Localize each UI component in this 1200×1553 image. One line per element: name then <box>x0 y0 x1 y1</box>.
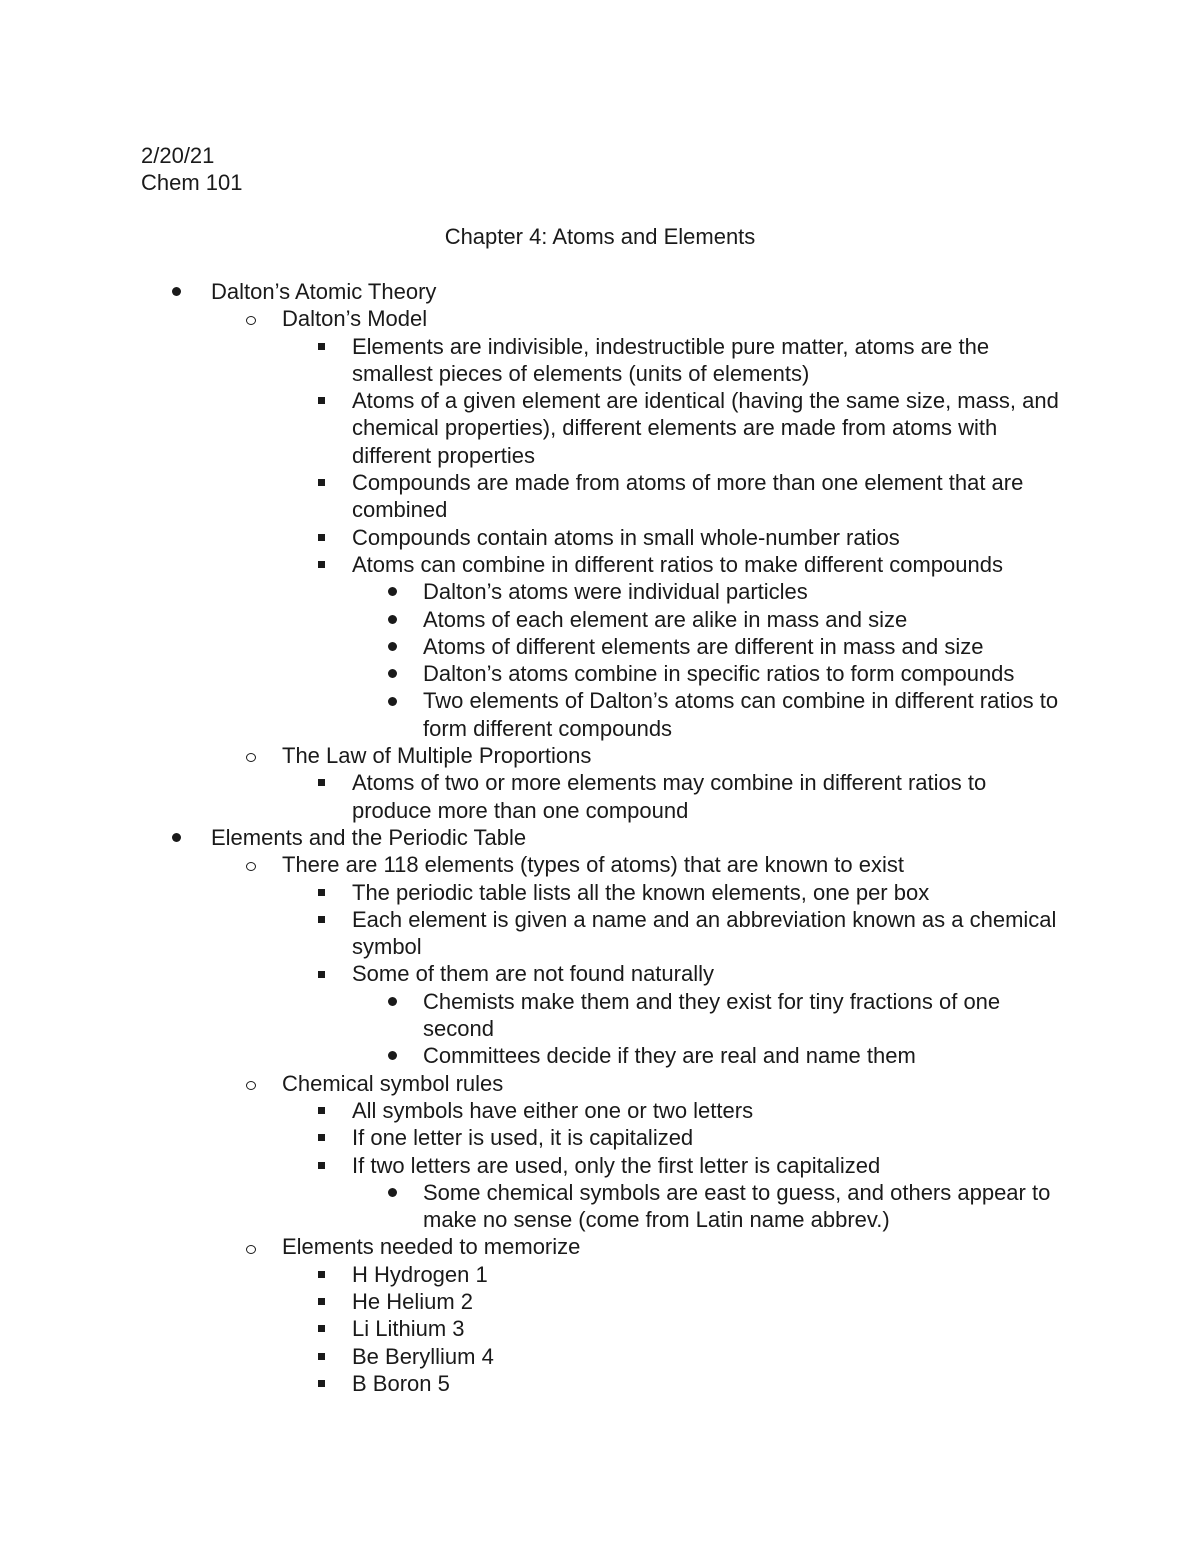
outline-text: Compounds are made from atoms of more than one element that are combined <box>352 470 1024 523</box>
bullet-dot-icon <box>388 1042 397 1069</box>
bullet-dot-icon <box>388 633 397 660</box>
bullet-square-icon <box>318 469 325 496</box>
element-entry: H Hydrogen 1 <box>352 1261 488 1287</box>
outline-item <box>0 524 1062 551</box>
outline-text: Elements are indivisible, indestructible pure matter, atoms are the smallest pieces of elements (units of elements) <box>352 333 990 386</box>
bullet-square-icon <box>318 1288 325 1315</box>
outline-text: Some chemical symbols are east to guess, and others appear to make no sense (come from Latin name abbrev.) <box>423 1179 1051 1233</box>
bullet-square-icon <box>318 1097 325 1124</box>
bullet-dot-icon <box>388 660 397 687</box>
subsection-heading: Dalton’s Model <box>282 306 428 332</box>
note-header <box>141 142 243 197</box>
bullet-square-icon <box>318 1261 325 1288</box>
outline-text: All symbols have either one or two letters <box>352 1097 754 1123</box>
outline-item <box>0 906 1062 961</box>
outline-text: Atoms of each element are alike in mass and size <box>423 606 908 632</box>
note-date: 2/20/21 <box>141 143 215 168</box>
outline-item <box>0 551 1062 578</box>
outline-text: Committees decide if they are real and name them <box>423 1043 916 1069</box>
bullet-dot-icon <box>388 578 397 605</box>
bullet-square-icon <box>318 1370 325 1397</box>
outline-item <box>0 1261 1062 1288</box>
outline-text: The periodic table lists all the known elements, one per box <box>352 879 930 905</box>
section-heading: Dalton’s Atomic Theory <box>211 279 437 304</box>
course-name: Chem 101 <box>141 170 243 196</box>
bullet-circle-icon <box>246 1070 256 1097</box>
subsection-heading: The Law of Multiple Proportions <box>282 743 592 769</box>
bullet-dot-icon <box>388 1179 397 1206</box>
element-entry: Be Beryllium 4 <box>352 1343 494 1369</box>
element-entry: He Helium 2 <box>352 1288 474 1314</box>
outline-item <box>0 1152 1062 1179</box>
outline-text: Two elements of Dalton’s atoms can combine in different ratios to form different compounds <box>423 688 1059 741</box>
outline-text: Some of them are not found naturally <box>352 961 714 987</box>
outline-item <box>0 1370 1062 1397</box>
bullet-circle-icon <box>246 742 256 769</box>
outline-item <box>0 960 1062 987</box>
bullet-dot-icon <box>388 687 397 714</box>
outline-item <box>0 988 1063 1043</box>
outline-item <box>0 387 1062 469</box>
outline-item <box>0 578 1063 605</box>
outline-item <box>0 687 1063 742</box>
outline-item <box>0 769 1062 824</box>
bullet-dot-icon <box>172 278 181 305</box>
outline-item <box>0 1070 1062 1097</box>
outline-item <box>0 824 1061 851</box>
bullet-circle-icon <box>246 305 256 332</box>
outline-item <box>0 1124 1062 1151</box>
section-heading: Elements and the Periodic Table <box>211 824 527 850</box>
element-entry: Li Lithium 3 <box>352 1316 465 1342</box>
bullet-square-icon <box>318 906 325 933</box>
outline-text: Atoms can combine in different ratios to make different compounds <box>352 551 1003 577</box>
outline-text: Atoms of two or more elements may combine in different ratios to produce more than one compound <box>352 770 987 823</box>
outline-item <box>0 469 1062 524</box>
outline-text: Dalton’s atoms combine in specific ratios to form compounds <box>423 661 1015 687</box>
bullet-square-icon <box>318 960 325 987</box>
outline-text: Chemists make them and they exist for tiny fractions of one second <box>423 988 1001 1042</box>
bullet-square-icon <box>318 333 325 360</box>
notes-outline <box>0 278 1200 1397</box>
outline-item <box>0 333 1062 388</box>
outline-text: Atoms of different elements are different in mass and size <box>423 633 984 659</box>
bullet-circle-icon <box>246 1233 256 1260</box>
outline-item <box>0 606 1063 633</box>
bullet-dot-icon <box>388 606 397 633</box>
outline-item <box>0 1288 1062 1315</box>
bullet-square-icon <box>318 1124 325 1151</box>
outline-item <box>0 278 1061 305</box>
bullet-square-icon <box>318 769 325 796</box>
outline-item <box>0 879 1062 906</box>
outline-item <box>0 1042 1063 1069</box>
outline-item <box>0 633 1063 660</box>
outline-item <box>0 1343 1062 1370</box>
bullet-dot-icon <box>172 824 181 851</box>
outline-item <box>0 851 1062 878</box>
subsection-heading: There are 118 elements (types of atoms) that are known to exist <box>282 852 905 878</box>
outline-item <box>0 1097 1062 1124</box>
bullet-square-icon <box>318 879 325 906</box>
page-title: Chapter 4: Atoms and Elements <box>444 224 756 249</box>
element-entry: B Boron 5 <box>352 1370 450 1396</box>
subsection-heading: Chemical symbol rules <box>282 1070 504 1096</box>
bullet-circle-icon <box>246 851 256 878</box>
outline-text: Compounds contain atoms in small whole-number ratios <box>352 524 900 550</box>
bullet-square-icon <box>318 551 325 578</box>
outline-text: Each element is given a name and an abbreviation known as a chemical symbol <box>352 906 1057 960</box>
bullet-square-icon <box>318 524 325 551</box>
outline-text: Dalton’s atoms were individual particles <box>423 579 808 605</box>
bullet-square-icon <box>318 1152 325 1179</box>
bullet-square-icon <box>318 387 325 414</box>
bullet-square-icon <box>318 1343 325 1370</box>
bullet-square-icon <box>318 1315 325 1342</box>
outline-text: Atoms of a given element are identical (having the same size, mass, and chemical properties), different elements are made from atoms with different properties <box>352 388 1059 468</box>
outline-item <box>0 305 1062 332</box>
outline-item <box>0 1315 1062 1342</box>
outline-item <box>0 1233 1062 1260</box>
subsection-heading: Elements needed to memorize <box>282 1234 581 1260</box>
outline-text: If one letter is used, it is capitalized <box>352 1125 694 1151</box>
outline-text: If two letters are used, only the first letter is capitalized <box>352 1152 881 1178</box>
outline-item <box>0 1179 1063 1234</box>
outline-item <box>0 660 1063 687</box>
outline-item <box>0 742 1062 769</box>
bullet-dot-icon <box>388 988 397 1015</box>
